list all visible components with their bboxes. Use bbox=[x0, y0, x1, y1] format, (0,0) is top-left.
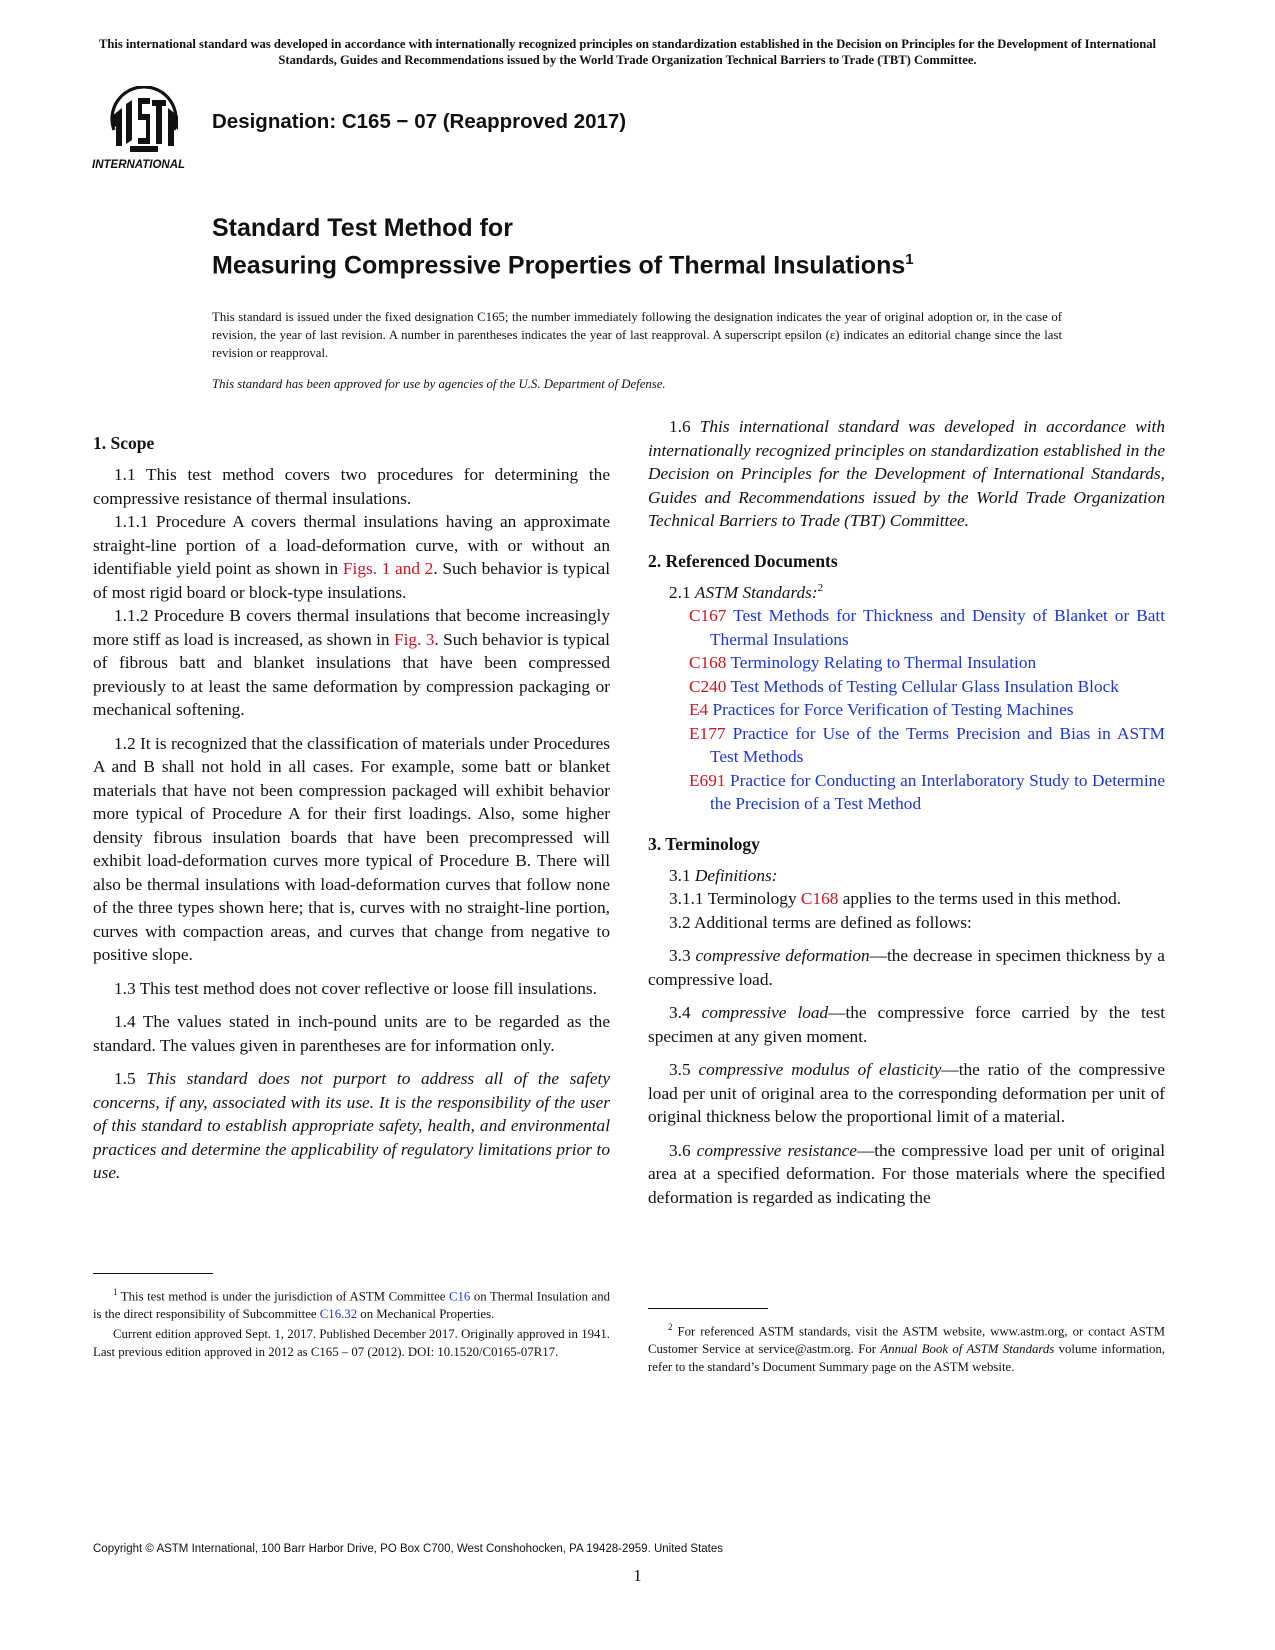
c16-32-link[interactable]: C16.32 bbox=[319, 1307, 358, 1322]
fig-3-link[interactable]: Fig. 3 bbox=[393, 629, 435, 649]
reference-item[interactable]: E177 Practice for Use of the Terms Precision and Bias in ASTM Test Methods bbox=[689, 723, 1165, 766]
title-footnote-mark: 1 bbox=[905, 251, 914, 268]
para-3-1: 3.1 Definitions: bbox=[669, 865, 778, 885]
left-column bbox=[93, 432, 610, 1185]
document-title bbox=[212, 212, 914, 281]
copyright: Copyright © ASTM International, 100 Barr Harbor Drive, PO Box C700, West Conshohocken, PA 19428-2959. United States bbox=[93, 1543, 724, 1555]
referenced-heading: 2. Referenced Documents bbox=[648, 550, 838, 571]
footnote-rule-right bbox=[648, 1308, 768, 1309]
title-line-2: Measuring Compressive Properties of Thermal Insulations$^1$ bbox=[212, 251, 914, 280]
para-3-4: 3.4 compressive load—the compressive force carried by the test specimen at any given moment. bbox=[648, 1003, 1166, 1046]
para-1-1: 1.1 This test method covers two procedures for determining the compressive resistance of thermal insulations. bbox=[93, 465, 610, 508]
footnote-1: $^1$ This test method is under the jurisdiction of ASTM Committee C16 on Thermal Insulation and is the direct responsibility of Subcommittee C16.32 on Mechanical Properties. Current edition approved Sept. 1, 2017. Published December 2017. Originally approved in 1941. Last previous edition approved in 2012 as C165 – 07 (2012). DOI: 10.1520/C0165-07R17. bbox=[93, 1287, 610, 1360]
c168-link[interactable]: C168 bbox=[800, 889, 839, 908]
para-1-6: 1.6 This international standard was developed in accordance with internationally recognized principles on standardization established in the Decision on Principles for the Development of International Standards, Guides and Recommendations issued by the World Trade Organization Technical Barriers to Trade (TBT) Committee. bbox=[648, 417, 1165, 530]
para-3-1-1: 3.1.1 Terminology C168 applies to the terms used in this method. bbox=[669, 889, 1122, 908]
c16-link[interactable]: C16 bbox=[448, 1289, 471, 1304]
para-3-5: 3.5 compressive modulus of elasticity—the ratio of the compressive load per unit of original area to the corresponding deformation per unit of original thickness below the proportional limit of a material. bbox=[648, 1060, 1166, 1126]
para-3-2: 3.2 Additional terms are defined as follows: bbox=[669, 912, 972, 932]
designation: Designation: C165 − 07 (Reapproved 2017) bbox=[212, 110, 627, 133]
preamble: This standard is issued under the fixed designation C165; the number immediately following the designation indicates the year of original adoption or, in the case of revision, the year of last revision. A number in parentheses indicates the year of last reapproval. A superscript epsilon (ε) indicates an editorial change since the last revision or reapproval. bbox=[212, 310, 1062, 360]
para-1-1-2: 1.1.2 Procedure B covers thermal insulations that become increasingly more stiff as load is increased, as shown in Fig. 3. Such behavior is typical of fibrous batt and blanket insulations that have been compressed previously to at least the same deformation by compression packaging or mechanical softening. bbox=[93, 606, 610, 719]
para-1-4: 1.4 The values stated in inch-pound units are to be regarded as the standard. The values given in parentheses are for information only. bbox=[93, 1012, 610, 1055]
para-1-3: 1.3 This test method does not cover reflective or loose fill insulations. bbox=[114, 978, 597, 998]
reference-item[interactable]: E4 Practices for Force Verification of Testing Machines bbox=[689, 700, 1074, 719]
reference-item[interactable]: C167 Test Methods for Thickness and Density of Blanket or Batt Thermal Insulations bbox=[689, 606, 1165, 649]
footnote-2: $^2$ For referenced ASTM standards, visit the ASTM website, www.astm.org, or contact ASTM Customer Service at service@astm.org. For Annual Book of ASTM Standards volume information, refer to the standard’s Document Summary page on the ASTM website. bbox=[648, 1322, 1165, 1375]
logo-text: INTERNATIONAL bbox=[92, 159, 186, 171]
dod-note: This standard has been approved for use by agencies of the U.S. Department of Defense. bbox=[212, 377, 666, 391]
figs-1-2-link[interactable]: Figs. 1 and 2 bbox=[342, 559, 434, 578]
footnote-rule-left bbox=[93, 1273, 213, 1274]
reference-item[interactable]: C168 Terminology Relating to Thermal Insulation bbox=[689, 653, 1037, 672]
title-line-1: Standard Test Method for bbox=[212, 214, 513, 242]
para-1-2: 1.2 It is recognized that the classification of materials under Procedures A and B shall not hold in all cases. For example, some batt or blanket materials that have not been compression packaged will exhibit behavior more typical of Procedure A for their first loadings. Also, some higher density fibrous insulation boards that have been precompressed will exhibit load-deformation curves more typical of Procedure B. There will also be thermal insulations with load-deformation curves that follow none of the three types shown here; that is, curves with no straight-line portion, curves with compaction areas, and curves that change from negative to positive slope. bbox=[93, 733, 610, 964]
para-3-3: 3.3 compressive deformation—the decrease in specimen thickness by a compressive load. bbox=[648, 946, 1165, 989]
para-2-1: 2.1 ASTM Standards:$^2$ bbox=[669, 581, 824, 602]
top-notice: This international standard was developed in accordance with internationally recognized principles on standardization established in the Decision on Principles for the Development of International Standards, Guides and Recommendations issued by the World Trade Organization Technical Barriers to Trade (TBT) Committee. bbox=[98, 37, 1157, 67]
scope-heading: 1. Scope bbox=[93, 433, 155, 453]
terminology-heading: 3. Terminology bbox=[648, 833, 760, 854]
para-3-6: 3.6 compressive resistance—the compressive load per unit of original area at a specified deformation. For those materials where the specified deformation is regarded as indicating the bbox=[648, 1140, 1165, 1207]
reference-list bbox=[648, 604, 1165, 816]
reference-item[interactable]: C240 Test Methods of Testing Cellular Glass Insulation Block bbox=[689, 676, 1119, 696]
para-1-1-1: 1.1.1 Procedure A covers thermal insulations having an approximate straight-line portion of a load-deformation curve, with or without an identifiable yield point as shown in Figs. 1 and 2. Such behavior is typical of most rigid board or block-type insulations. bbox=[93, 512, 610, 602]
page-number: 1 bbox=[633, 1566, 642, 1585]
right-column bbox=[648, 415, 1165, 1209]
astm-logo bbox=[92, 86, 196, 176]
para-1-5: 1.5 This standard does not purport to address all of the safety concerns, if any, associated with its use. It is the responsibility of the user of this standard to establish appropriate safety, health, and environmental practices and determine the applicability of regulatory limitations prior to use. bbox=[93, 1069, 611, 1182]
reference-item[interactable]: E691 Practice for Conducting an Interlaboratory Study to Determine the Precision of a Test Method bbox=[689, 770, 1165, 813]
